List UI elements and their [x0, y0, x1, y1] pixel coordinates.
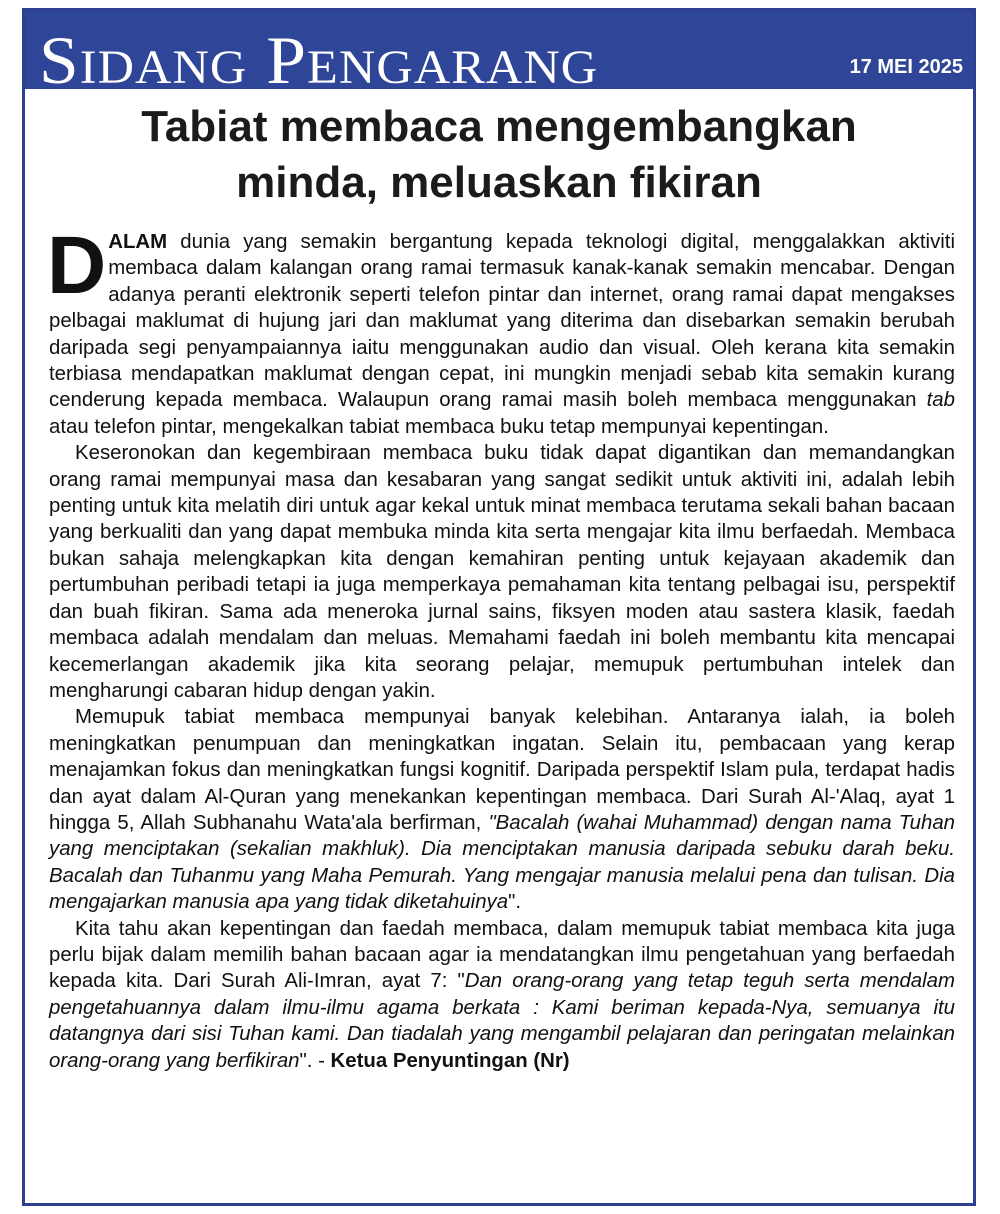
- page-frame: [22, 8, 976, 1206]
- paragraph-4-end: ". -: [299, 1049, 331, 1072]
- italic-term: tab: [926, 389, 955, 412]
- lead-word: ALAM: [108, 231, 168, 253]
- paragraph-1-text-b: atau telefon pintar, mengekalkan tabiat membaca buku tetap mempunyai kepentingan.: [49, 415, 829, 438]
- headline-line-2: minda, meluaskan fikiran: [236, 158, 762, 207]
- publication-date: 17 MEI 2025: [849, 56, 963, 78]
- section-title: Sidang Pengarang: [39, 22, 599, 89]
- paragraph-1-text-a: dunia yang semakin bergantung kepada teknologi digital, menggalakkan aktiviti membaca dalam kalangan orang ramai termasuk kanak-kanak semakin mencabar. Dengan adanya peranti elektronik seperti telefon pintar dan internet, orang ramai dapat mengakses pelbagai maklumat di hujung jari dan maklumat yang diterima dan disebarkan semakin berubah daripada segi penyampaiannya iaitu menggunakan audio dan visual. Oleh kerana kita semakin terbiasa mendapatkan maklumat dengan cepat, ini mungkin menjadi sebab kita semakin kurang cenderung kepada membaca. Walaupun orang ramai masih boleh membaca menggunakan: [49, 231, 955, 412]
- quote-al-alaq: "Bacalah (wahai Muhammad) dengan nama Tuhan yang menciptakan (sekalian makhluk). Dia menciptakan manusia daripada sebuku darah beku. Bacalah dan Tuhanmu yang Maha Pemurah. Yang mengajar manusia melalui pena dan tulisan. Dia mengajarkan manusia apa yang tidak diketahuinya: [49, 811, 955, 914]
- paragraph-3-text: Memupuk tabiat membaca mempunyai banyak kelebihan. Antaranya ialah, ia boleh meningkatkan penumpuan dan meningkatkan ingatan. Selain itu, pembacaan yang kerap menajamkan fokus dan meningkatkan fungsi kognitif. Daripada perspektif Islam pula, terdapat hadis dan ayat dalam Al-Quran yang menekankan kepentingan membaca. Dari Surah Al-'Alaq, ayat 1 hingga 5, Allah Subhanahu Wata'ala berfirman,: [49, 706, 955, 834]
- paragraph-2: Keseronokan dan kegembiraan membaca buku tidak dapat digantikan dan memandangkan orang ramai mempunyai masa dan kesabaran yang sangat sedikit untuk aktiviti ini, adalah lebih penting untuk kita melatih diri untuk agar kekal untuk minat membaca terutama sekali bahan bacaan yang berkualiti dan yang dapat membuka minda kita serta mengajar kita ilmu berfaedah. Membaca bukan sahaja melengkapkan kita dengan kemahiran penting untuk kejayaan akademik dan pertumbuhan peribadi tetapi ia juga memperkaya pemahaman kita tentang pelbagai isu, perspektif dan buah fikiran. Sama ada meneroka jurnal sains, fiksyen moden atau sastera klasik, faedah membaca adalah mendalam dan meluas. Memahami faedah ini boleh membantu kita mencapai kecemerlangan akademik jika kita seorang pelajar, memupuk pertumbuhan intelek dan mengharungi cabaran hidup dengan yakin.: [49, 442, 955, 702]
- paragraph-4: [49, 916, 955, 1074]
- headline: [25, 99, 973, 211]
- paragraph-3: [49, 704, 955, 915]
- signature: Ketua Penyuntingan (Nr): [330, 1049, 570, 1072]
- paragraph-4-text: Kita tahu akan kepentingan dan faedah membaca, dalam memupuk tabiat membaca kita juga perlu bijak dalam memilih bahan bacaan agar ia mendatangkan ilmu pengetahuan yang berfaedah kepada kita. Dari Surah Ali-Imran, ayat 7: ": [49, 917, 955, 993]
- article-body: [47, 220, 955, 1074]
- banner: [25, 11, 973, 89]
- quote-ali-imran: Dan orang-orang yang tetap teguh serta mendalam pengetahuannya dalam ilmu-ilmu agama berkata : Kami beriman kepada-Nya, semuanya itu datangnya dari sisi Tuhan kami. Dan tiadalah yang mengambil pelajaran dan peringatan melainkan orang-orang yang berfikiran: [49, 970, 955, 1072]
- paragraph-3-end: ".: [508, 891, 521, 914]
- headline-line-1: Tabiat membaca mengembangkan: [141, 102, 857, 151]
- paragraph-1: [47, 220, 955, 440]
- drop-cap: D: [47, 220, 107, 311]
